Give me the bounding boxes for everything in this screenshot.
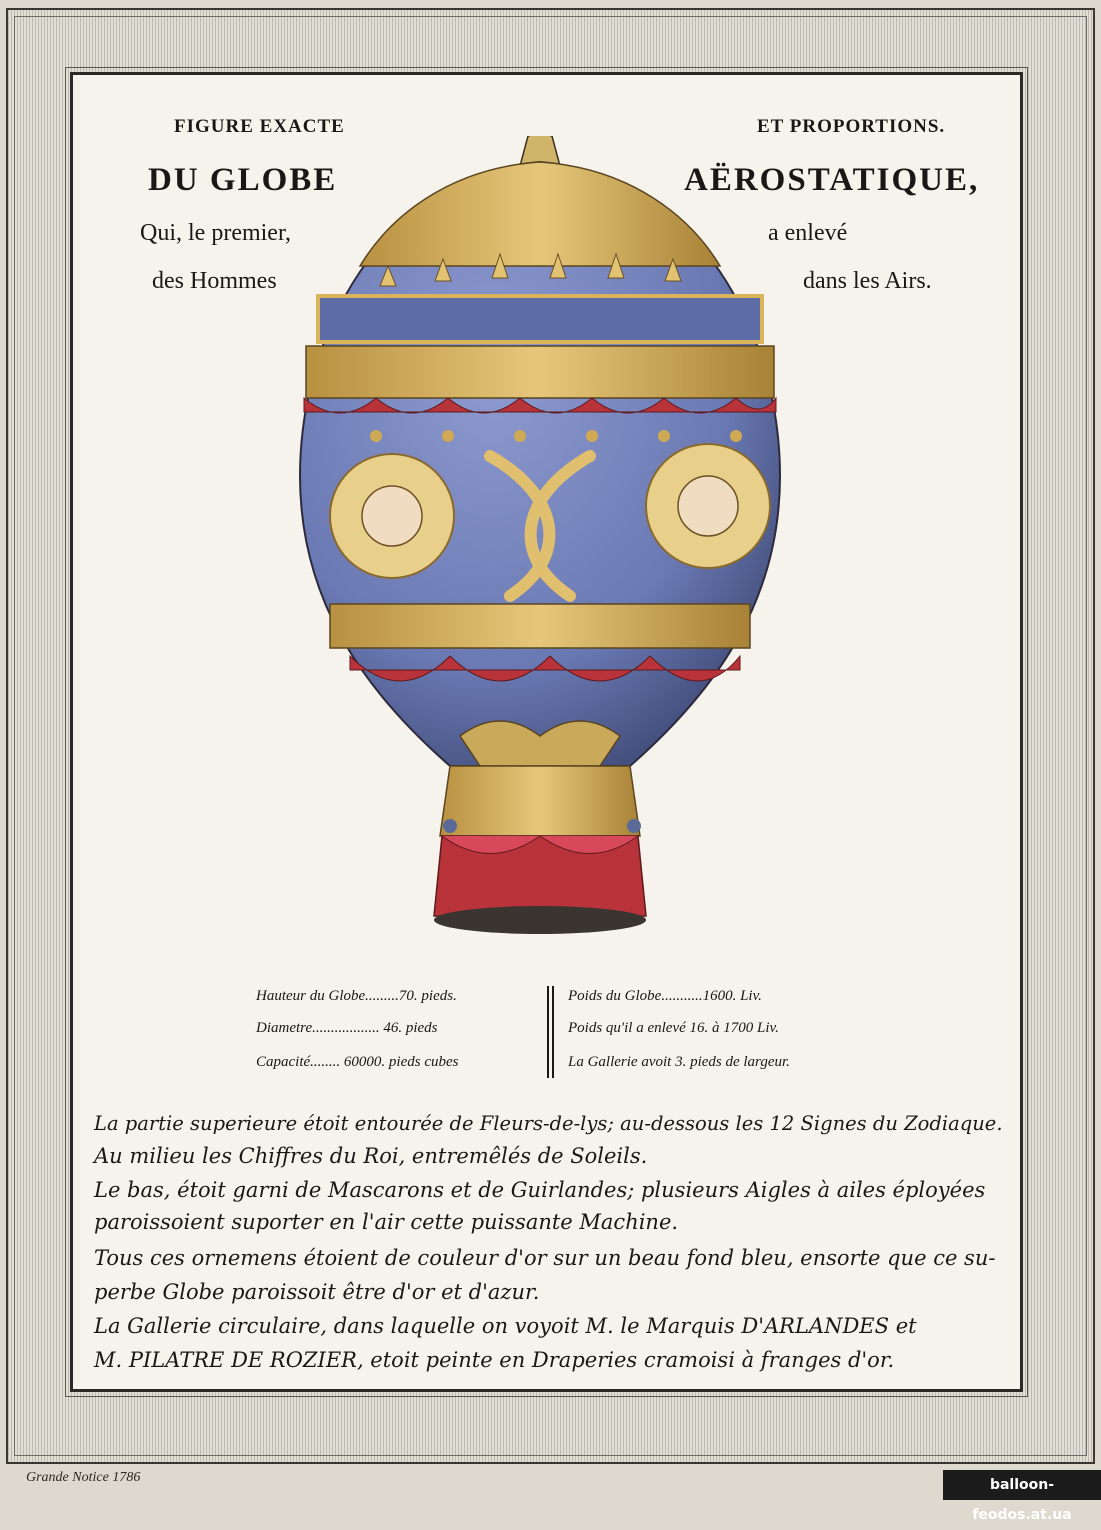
- heading-line1-right: ET PROPORTIONS.: [757, 116, 946, 137]
- spec-right-3: La Gallerie avoit 3. pieds de largeur.: [568, 1054, 790, 1070]
- spec-left-3: Capacité........ 60000. pieds cubes: [256, 1054, 459, 1070]
- spec-left-2: Diametre.................. 46. pieds: [256, 1020, 438, 1036]
- montgolfier-balloon-illustration: [260, 136, 820, 976]
- engraving-credit: Grande Notice 1786: [26, 1470, 141, 1485]
- site-watermark: balloon-feodos.at.ua: [943, 1470, 1101, 1500]
- spec-divider-right: [552, 986, 554, 1078]
- description-line-2: Au milieu les Chiffres du Roi, entremêlés de Soleils.: [94, 1144, 648, 1168]
- heading-line4-left: des Hommes: [152, 268, 277, 294]
- spec-divider-left: [547, 986, 549, 1078]
- spec-right-2: Poids qu'il a enlevé 16. à 1700 Liv.: [568, 1020, 779, 1036]
- heading-line3-right: a enlevé: [768, 220, 848, 246]
- description-line-1: La partie superieure étoit entourée de Fleurs-de-lys; au-dessous les 12 Signes du Zodiaque.: [94, 1112, 1003, 1135]
- heading-line4-right: dans les Airs.: [803, 268, 932, 294]
- spec-right-1: Poids du Globe...........1600. Liv.: [568, 988, 762, 1004]
- description-line-4: paroissoient suporter en l'air cette puissante Machine.: [94, 1210, 679, 1234]
- heading-line2-left: DU GLOBE: [148, 162, 338, 198]
- description-line-6: perbe Globe paroissoit être d'or et d'azur.: [94, 1280, 540, 1304]
- heading-line1-left: FIGURE EXACTE: [174, 116, 345, 137]
- description-line-8: M. PILATRE DE ROZIER, etoit peinte en Draperies cramoisi à franges d'or.: [94, 1348, 895, 1372]
- description-line-3: Le bas, étoit garni de Mascarons et de Guirlandes; plusieurs Aigles à ailes éployées: [94, 1178, 986, 1202]
- description-line-7: La Gallerie circulaire, dans laquelle on voyoit M. le Marquis D'ARLANDES et: [94, 1314, 917, 1338]
- spec-left-1: Hauteur du Globe.........70. pieds.: [256, 988, 457, 1004]
- heading-line3-left: Qui, le premier,: [140, 220, 291, 246]
- description-line-5: Tous ces ornemens étoient de couleur d'or sur un beau fond bleu, ensorte que ce su-: [94, 1246, 996, 1270]
- heading-line2-right: AËROSTATIQUE,: [684, 162, 980, 198]
